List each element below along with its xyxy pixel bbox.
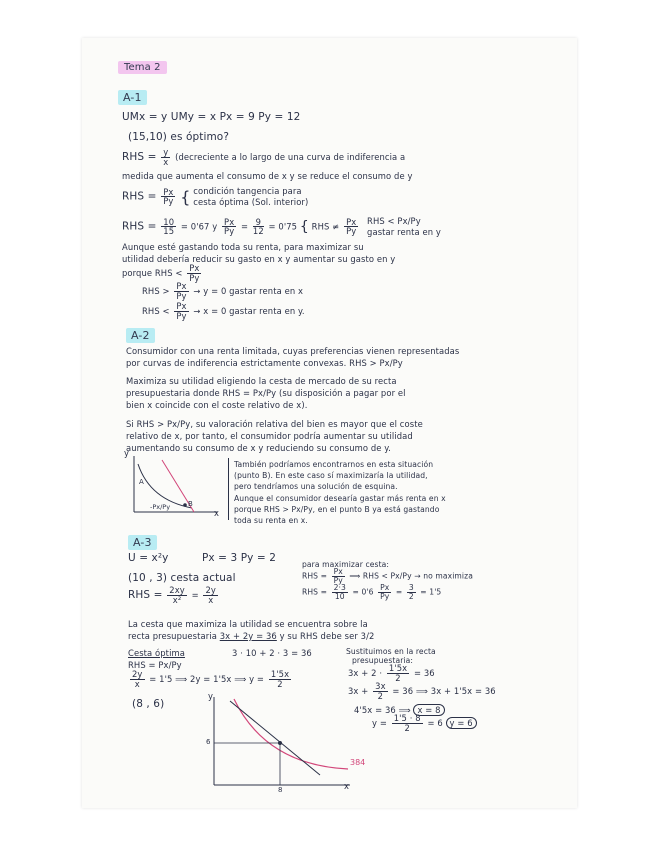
a2-side-2: (punto B). En este caso sí maximizaría la utilidad, xyxy=(234,471,428,480)
a3-optimal-derivation: $\frac{2y}{x}$ = 1'5 ⟹ 2y = 1'5x ⟹ y = $\frac{1'5x}{2}$ xyxy=(132,669,290,689)
a3-utility: U = x²y xyxy=(128,552,169,564)
rhs-description: (decreciente a lo largo de una curva de indiferencia a xyxy=(175,151,406,162)
a3-right-3: RHS = $\frac{2\cdot 3}{10}$ = 0'6 $\frac{Px}{Py}$ = $\frac{3}{2}$ = 1'5 xyxy=(302,583,442,601)
a1-line-9: porque RHS < $\frac{Px}{Py}$ xyxy=(122,263,200,283)
a3-optimal-condition: RHS = Px/Py xyxy=(128,660,182,670)
section-a3-label: A-3 xyxy=(128,535,157,550)
topic-heading-text: Tema 2 xyxy=(118,61,167,74)
a3-sub-1: Sustituimos en la recta xyxy=(346,647,436,656)
a2-side-6: toda su renta en x. xyxy=(234,516,308,525)
a3-graph-utility-label: 384 xyxy=(350,758,366,767)
a3-graph-tick-6: 6 xyxy=(206,738,211,746)
a3-rhs-derivation: RHS = $\frac{2xy}{\text{x²}}$ = $\frac{2y}{x}$ xyxy=(128,585,216,605)
notebook-page xyxy=(82,38,577,808)
a2-side-1: También podríamos encontrarnos en esta situación xyxy=(234,460,434,469)
a1-rhs-definition xyxy=(122,148,577,167)
a1-line-1: UMx = y UMy = x Px = 9 Py = 12 xyxy=(122,111,301,123)
result-x-box: x = 8 xyxy=(413,704,444,716)
a1-comparison: RHS = $\frac{10}{15}$ = 0'67 y $\frac{Px}{Py}$ = $\frac{9}{12}$ = 0'75 { RHS ≠ $\frac{Px}{Py}$ RHS < Px/Py gastar renta en y xyxy=(122,216,441,237)
a2-para-7: relativo de x, por tanto, el consumidor podría aumentar su utilidad xyxy=(126,431,413,441)
a2-graph-point-a: A xyxy=(139,478,144,486)
a3-right-2: RHS = $\frac{Px}{Py}$ ⟹ RHS < Px/Py → no maximiza xyxy=(302,567,473,585)
a1-line-2: (15,10) es óptimo? xyxy=(128,131,230,143)
tangency-text-b: cesta óptima (Sol. interior) xyxy=(193,196,309,207)
a1-line-8: utilidad debería reducir su gasto en x y aumentar su gasto en y xyxy=(122,254,396,264)
tangency-text-a: condición tangencia para xyxy=(193,186,302,196)
a1-case-corner-y: RHS < $\frac{Px}{Py}$ → x = 0 gastar renta en y. xyxy=(142,301,305,321)
rhs-fraction: $\frac{y}{x}$ xyxy=(163,147,169,167)
a1-line-7: Aunque esté gastando toda su renta, para maximizar su xyxy=(122,242,364,252)
section-a1-label: A-1 xyxy=(118,90,147,105)
section-a3-label-row xyxy=(128,536,577,549)
a3-graph-x-label: x xyxy=(344,781,349,791)
topic-heading xyxy=(118,62,577,73)
section-a2-label: A-2 xyxy=(126,328,155,343)
a2-para-3: Maximiza su utilidad eligiendo la cesta de mercado de su recta xyxy=(126,376,397,386)
a2-side-5: porque RHS > Px/Py, en el punto B ya está gastando xyxy=(234,505,440,514)
a2-graph-slope-label: -Px/Py xyxy=(150,503,171,511)
a3-sub-2: presupuestaria: xyxy=(352,656,414,665)
a2-graph-point-b: B xyxy=(188,500,193,508)
a2-side-divider xyxy=(228,458,229,520)
a2-graph-y-label: y xyxy=(124,448,129,458)
a3-graph-y-label: y xyxy=(208,691,213,701)
a3-main-1: La cesta que maximiza la utilidad se encuentra sobre la xyxy=(128,619,368,629)
a3-step-1: 3x + 2 · $\frac{1'5x}{2}$ = 36 xyxy=(348,663,435,683)
a2-graph-x-label: x xyxy=(214,508,219,518)
a3-optimal-result: (8 , 6) xyxy=(132,698,165,710)
a3-prices: Px = 3 Py = 2 xyxy=(202,552,277,564)
a2-para-4: presupuestaria donde RHS = Px/Py (su disposición a pagar por el xyxy=(126,388,406,398)
a3-main-2: recta presupuestaria 3x + 2y = 36 y su RHS debe ser 3/2 xyxy=(128,631,375,641)
optimal-basket-title: Cesta óptima xyxy=(128,648,185,658)
result-y-box: y = 6 xyxy=(446,717,477,729)
a2-corner-solution-graph xyxy=(122,450,227,522)
a3-step-3: 4'5x = 36 ⟹ x = 8 xyxy=(354,705,577,715)
a2-para-5: bien x coincide con el coste relativo de x). xyxy=(126,400,308,410)
a3-step-2: 3x + $\frac{3x}{2}$ = 36 ⟹ 3x + 1'5x = 36 xyxy=(348,681,496,701)
a2-para-6: Si RHS > Px/Py, su valoración relativa del bien es mayor que el coste xyxy=(126,419,423,429)
a2-side-3: pero tendríamos una solución de esquina. xyxy=(234,482,398,491)
a2-para-2: por curvas de indiferencia estrictamente convexas. RHS > Px/Py xyxy=(126,358,403,368)
a2-para-1: Consumidor con una renta limitada, cuyas preferencias vienen representadas xyxy=(126,346,460,356)
a3-optimal-graph xyxy=(200,693,360,793)
section-a1-label-row xyxy=(118,91,577,104)
a1-line-4: medida que aumenta el consumo de x y se reduce el consumo de y xyxy=(122,171,413,181)
a1-tangency-condition: RHS = $\frac{Px}{Py}$ { condición tangencia para cesta óptima (Sol. interior) xyxy=(122,186,309,207)
a3-current-basket: (10 , 3) cesta actual xyxy=(128,572,236,584)
a3-budget-check: 3 · 10 + 2 · 3 = 36 xyxy=(232,648,312,658)
a3-graph-tick-8: 8 xyxy=(278,786,283,794)
a2-para-8: aumentando su consumo de x y reduciendo su consumo de y. xyxy=(126,443,391,453)
a3-right-1: para maximizar cesta: xyxy=(302,560,390,569)
section-a2-label-row xyxy=(126,329,577,342)
a1-conclusion-a: RHS < Px/Py xyxy=(367,216,421,226)
a2-side-4: Aunque el consumidor desearía gastar más renta en x xyxy=(234,494,446,503)
a3-step-4: y = $\frac{1'5 \cdot 8}{2}$ = 6 y = 6 xyxy=(372,714,577,733)
budget-line-equation: 3x + 2y = 36 xyxy=(219,631,277,641)
a1-case-corner-x: RHS > $\frac{Px}{Py}$ → y = 0 gastar renta en x xyxy=(142,281,304,301)
a1-conclusion-b: gastar renta en y xyxy=(367,226,441,237)
rhs-label: RHS = xyxy=(122,150,157,163)
